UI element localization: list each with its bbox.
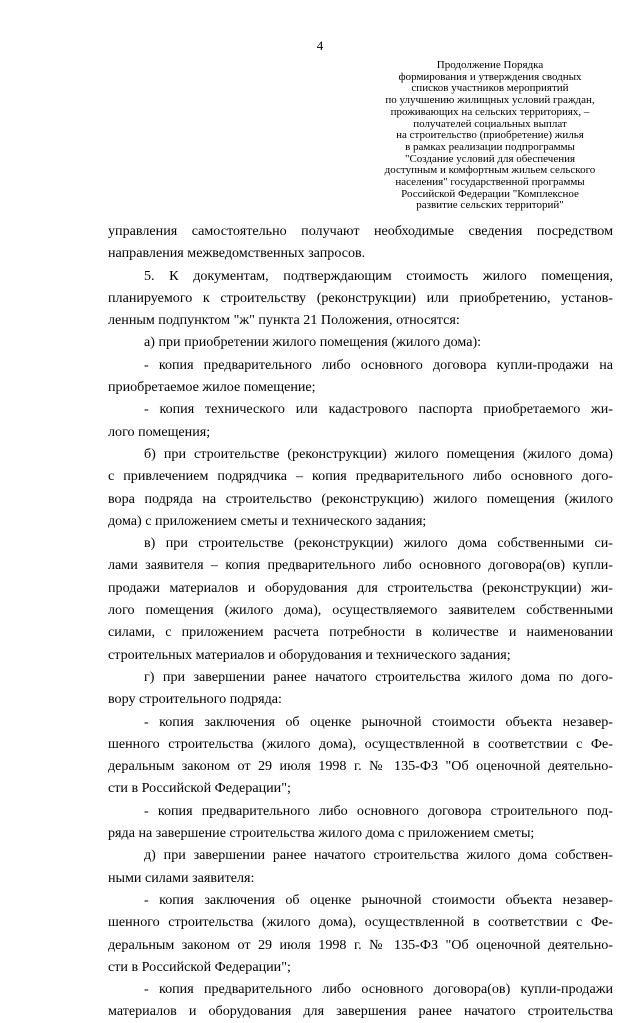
text-line: - копия предварительного либо основного договора строительного под- (144, 802, 613, 819)
text-line: - копия технического или кадастрового паспорта приобретаемого жи- (144, 401, 613, 418)
header-line: Продолжение Порядка (436, 59, 544, 71)
header-line: списков участников мероприятий (411, 82, 569, 95)
body-text (108, 220, 613, 1023)
text-line: б) при строительстве (реконструкции) жилого помещения (жилого дома) (144, 445, 613, 462)
text-line: а) при приобретении жилого помещения (жилого дома): (144, 334, 482, 351)
text-line: деральным законом от 29 июля 1998 г. № 135-ФЗ "Об оценочной деятельно- (108, 936, 613, 953)
header-line: получателей социальных выплат (413, 117, 567, 130)
text-line: силами, с приложением расчета потребности в количестве и наименовании (108, 624, 613, 641)
text-line: продажи материалов и оборудования для строительства (реконструкции) жи- (108, 579, 613, 596)
text-line: деральным законом от 29 июля 1998 г. № 135-ФЗ "Об оценочной деятельно- (108, 758, 613, 775)
header-line: доступным и комфортным жильем сельского (384, 164, 596, 177)
text-line: лого помещения; (108, 423, 211, 440)
text-line: управления самостоятельно получают необходимые сведения посредством (108, 223, 613, 239)
text-line: - копия заключения об оценке рыночной стоимости объекта незавер- (144, 713, 613, 730)
header-line: по улучшению жилищных условий граждан, (385, 94, 595, 107)
text-line: - копия предварительного либо основного договора купли-продажи на (144, 356, 613, 373)
text-line: лами заявителя – копия предварительного либо основного договора(ов) купли- (108, 557, 613, 574)
text-line: направления межведомственных запросов. (108, 245, 366, 262)
text-line: с привлечением подрядчика – копия предварительного либо основного дого- (108, 468, 613, 485)
text-line: г) при завершении ранее начатого строительства жилого дома по дого- (144, 668, 613, 685)
header-line: "Создание условий для обеспечения (404, 152, 576, 165)
text-line: материалов и оборудования для завершения ранее начатого строительства (108, 1003, 613, 1020)
appendix-header (366, 60, 614, 212)
text-line: - копия предварительного либо основного договора(ов) купли-продажи (144, 981, 613, 998)
text-line: ленным подпунктом "ж" пункта 21 Положения, относятся: (108, 312, 460, 329)
text-line: д) при завершении ранее начатого строительства жилого дома собствен- (144, 847, 613, 864)
header-line: населения" государственной программы (395, 176, 585, 189)
text-line: вора подряда на строительство (реконструкцию) жилого помещения (жилого (108, 490, 613, 507)
text-line: вору строительного подряда: (108, 691, 282, 708)
text-line: приобретаемое жилое помещение; (108, 379, 316, 396)
text-line: дома) с приложением сметы и технического задания; (108, 512, 427, 529)
text-line: строительных материалов и оборудования и технического задания; (108, 646, 511, 663)
text-line: сти в Российской Федерации"; (108, 780, 291, 797)
header-line: на строительство (приобретение) жилья (396, 129, 584, 142)
text-line: лого помещения (жилого дома), осуществляемого заявителем собственными (108, 602, 613, 619)
text-line: 5. К документам, подтверждающим стоимость жилого помещения, (144, 267, 613, 284)
text-line: в) при строительстве (реконструкции) жилого дома собственными си- (144, 535, 613, 552)
text-line: ряда на завершение строительства жилого дома с приложением сметы; (108, 825, 535, 842)
header-line: в рамках реализации подпрограммы (405, 140, 575, 153)
text-line: ными силами заявителя: (108, 869, 255, 886)
header-line: проживающих на сельских территориях, – (390, 105, 590, 118)
text-line: - копия заключения об оценке рыночной стоимости объекта незавер- (144, 891, 613, 908)
page-number: 4 (316, 38, 324, 53)
header-line: развитие сельских территорий" (416, 199, 564, 212)
text-line: планируемого к строительству (реконструкции) или приобретению, установ- (108, 289, 613, 306)
text-line: шенного строительства (жилого дома), осуществленной в соответствии с Фе- (108, 735, 613, 752)
text-line: сти в Российской Федерации"; (108, 958, 291, 975)
header-line: формирования и утверждения сводных (398, 70, 582, 83)
text-line: шенного строительства (жилого дома), осуществленной в соответствии с Фе- (108, 914, 613, 931)
header-line: Российской Федерации "Комплексное (401, 187, 579, 200)
